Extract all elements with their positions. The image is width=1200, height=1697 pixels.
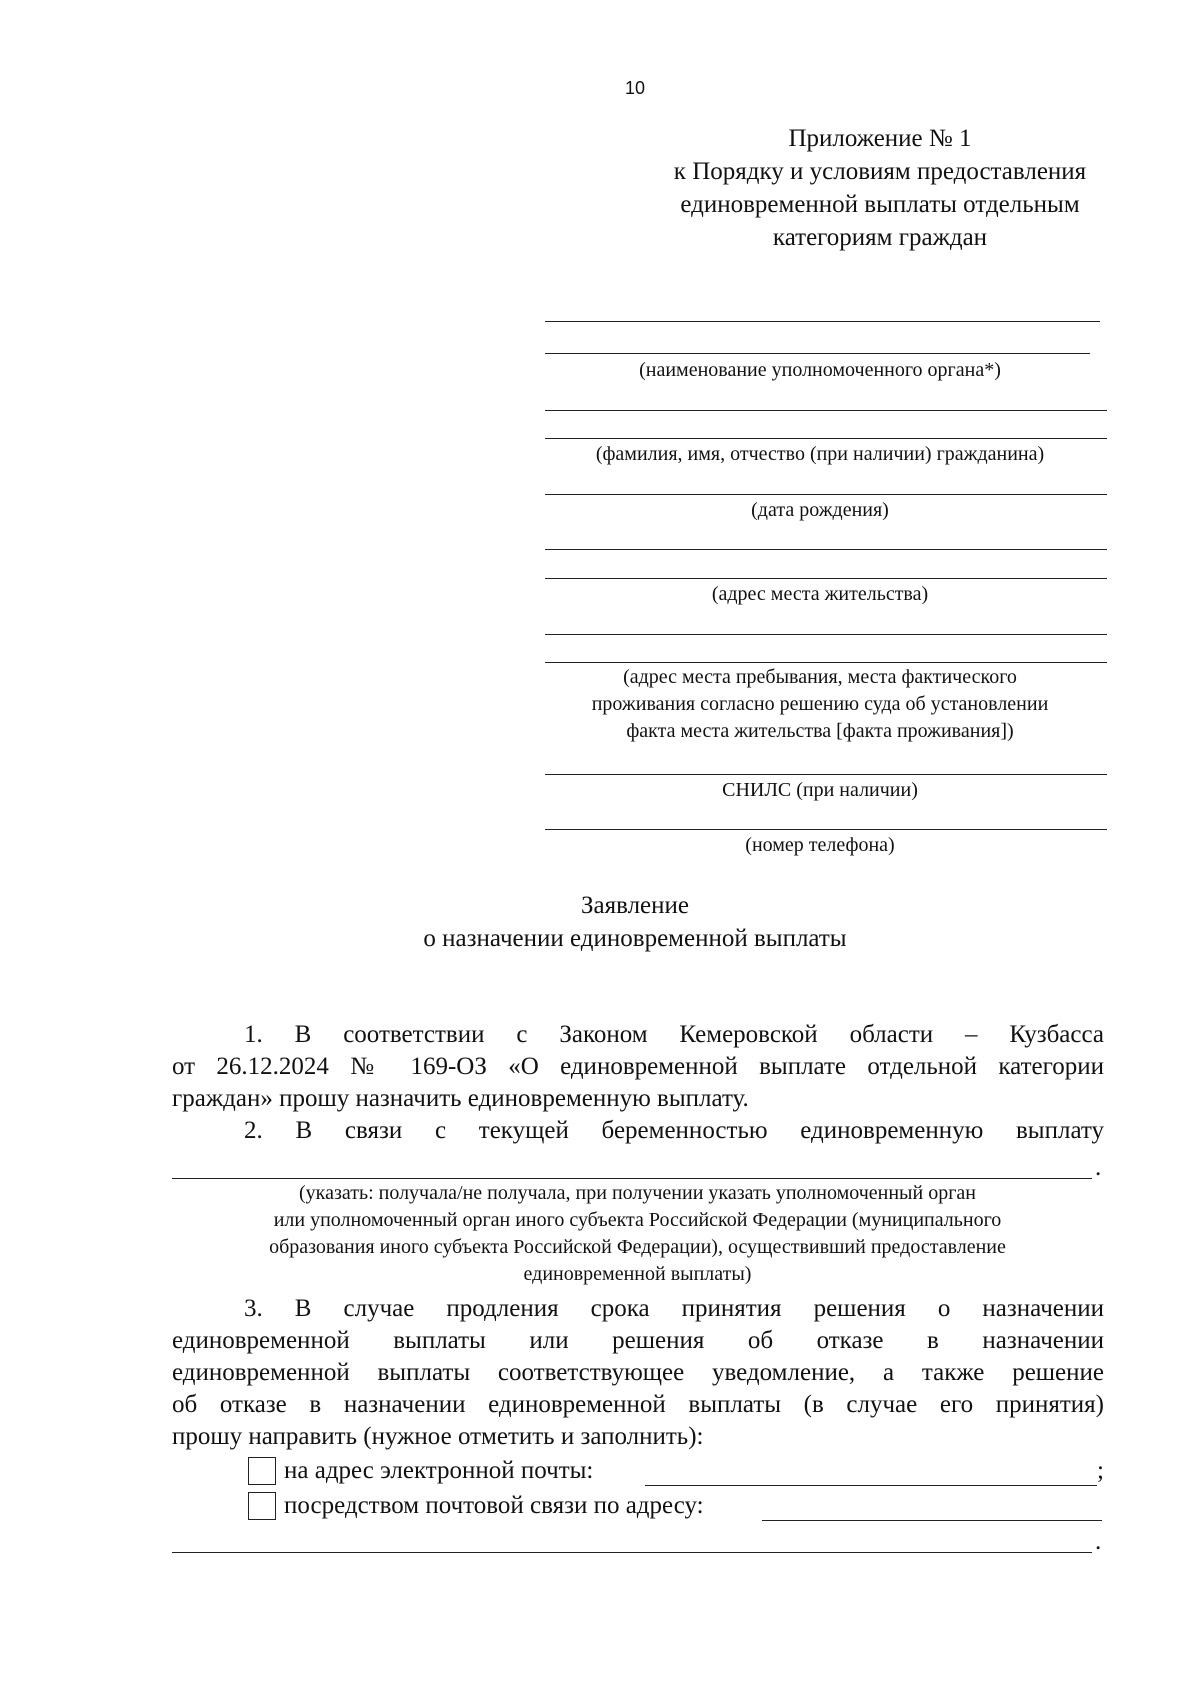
paragraph-2-note-line-1: (указать: получала/не получала, при получении указать уполномоченный орган (299, 1182, 976, 1204)
page-number: 10 (624, 78, 646, 98)
appendix-line-2: к Порядку и условиям предоставления (673, 158, 1087, 185)
phone-line[interactable] (545, 829, 1107, 830)
post-fill-end: . (1095, 1528, 1102, 1555)
email-checkbox[interactable] (248, 1457, 276, 1485)
paragraph-2-note-line-2: или уполномоченный орган иного субъекта Российской Федерации (муниципального (273, 1209, 1002, 1231)
paragraph-2-note-line-4: единовременной выплаты) (523, 1263, 752, 1285)
paragraph-1-line-1: 1. В соответствии с Законом Кемеровской области – Кузбасса (244, 1021, 1104, 1048)
paragraph-2-note-line-3: образования иного субъекта Российской Федерации), осуществивший предоставление (269, 1236, 1006, 1258)
appendix-line-4: категориям граждан (772, 224, 988, 251)
residence-line-1[interactable] (545, 549, 1107, 550)
snils-caption: СНИЛС (при наличии) (722, 779, 918, 801)
paragraph-3-line-4: об отказе в назначении единовременной выплаты (в случае его принятия) (172, 1391, 1104, 1418)
authority-line-2[interactable] (545, 353, 1090, 354)
paragraph-1-line-3: граждан» прошу назначить единовременную выплату. (172, 1085, 749, 1112)
paragraph-1-line-2: от 26.12.2024 № 169-ОЗ «О единовременной выплате отдельной категории (172, 1053, 1104, 1080)
email-fill-line[interactable] (645, 1485, 1097, 1486)
stay-caption (540, 664, 1100, 745)
snils-line[interactable] (545, 774, 1107, 775)
birth-date-line[interactable] (545, 494, 1107, 495)
paragraph-2-note (175, 1180, 1100, 1288)
title-line-2: о назначении единовременной выплаты (423, 925, 847, 952)
paragraph-3-line-5: прошу направить (нужное отметить и заполнить): (172, 1423, 704, 1450)
paragraph-3-line-1: 3. В случае продления срока принятия решения о назначении (244, 1295, 1104, 1322)
post-fill-line-1[interactable] (762, 1520, 1102, 1521)
residence-line-2[interactable] (545, 578, 1107, 579)
title-line-1: Заявление (580, 892, 690, 919)
name-line-2[interactable] (545, 438, 1107, 439)
paragraph-3-line-3: единовременной выплаты соответствующее уведомление, а также решение (172, 1359, 1104, 1386)
appendix-header (600, 122, 1160, 254)
post-fill-line-2[interactable] (172, 1552, 1092, 1553)
paragraph-2-line-1: 2. В связи с текущей беременностью единовременную выплату (244, 1117, 1104, 1144)
authority-line-1[interactable] (545, 321, 1100, 322)
appendix-line-1: Приложение № 1 (788, 125, 972, 152)
appendix-line-3: единовременной выплаты отдельным (680, 191, 1080, 218)
stay-caption-line-2: проживания согласно решению суда об установлении (591, 693, 1049, 715)
stay-line-2[interactable] (545, 662, 1107, 663)
birth-date-caption: (дата рождения) (751, 499, 889, 521)
email-option-label: на адрес электронной почты: (284, 1457, 594, 1484)
stay-line-1[interactable] (545, 634, 1107, 635)
authority-caption: (наименование уполномоченного органа*) (639, 359, 1001, 381)
paragraph-2-fill-line[interactable] (172, 1178, 1092, 1179)
paragraph-2-fill-end: . (1095, 1154, 1102, 1181)
document-title (0, 889, 1200, 955)
name-line-1[interactable] (545, 410, 1107, 411)
post-checkbox[interactable] (248, 1492, 276, 1520)
name-caption: (фамилия, имя, отчество (при наличии) гражданина) (595, 443, 1045, 465)
paragraph-3-line-2: единовременной выплаты или решения об отказе в назначении (172, 1327, 1104, 1354)
email-fill-end: ; (1097, 1457, 1104, 1484)
post-option-label: посредством почтовой связи по адресу: (284, 1492, 704, 1519)
phone-caption: (номер телефона) (745, 834, 895, 856)
stay-caption-line-1: (адрес места пребывания, места фактического (623, 666, 1017, 688)
residence-caption: (адрес места жительства) (711, 583, 929, 605)
stay-caption-line-3: факта места жительства [факта проживания]) (626, 720, 1014, 742)
